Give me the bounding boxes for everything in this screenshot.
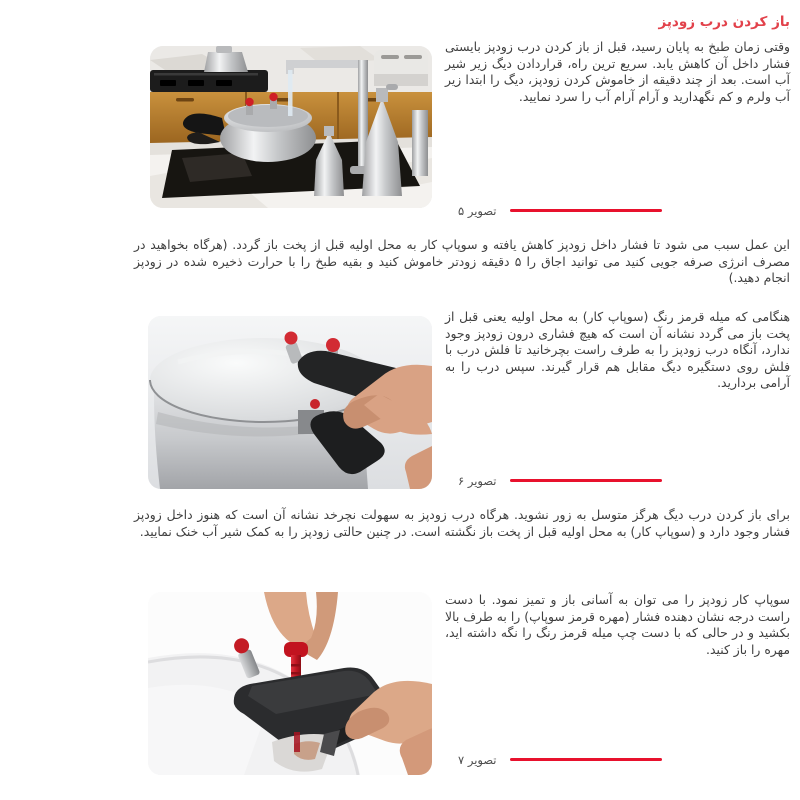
- paragraph-never-force: برای باز کردن درب دیگ هرگز متوسل به زور نشوید. هرگاه درب زودپز به سهولت نچرخد نشانه آن است که هنوز داخل زودپز فشار وجود دارد و (سوپاپ کار) به محل اولیه قبل از پخت باز نگشته است. در چنین حالتی زودپز را به کمک شیر آب خنک نمایید.: [134, 507, 790, 539]
- figure-5-caption: [458, 202, 662, 219]
- gas-stove: [150, 70, 268, 92]
- water-stream: [288, 70, 293, 116]
- figure-7-label: تصویر ۷: [458, 752, 497, 767]
- paragraph-clean-valve: سوپاپ کار زودپز را می توان به آسانی باز و تمیز نمود. با دست راست درجه نشان دهنده فشار (مهره قرمز سوپاپ) را به طرف بالا بکشید و در حالی که با دست چپ میله قرمز رنگ را نگه داشته اید، مهره را باز کنید.: [445, 592, 790, 657]
- red-indicator-ball: [285, 332, 298, 345]
- figure-6-label: تصویر ۶: [458, 473, 497, 488]
- paragraph-pressure-release: این عمل سبب می شود تا فشار داخل زودپز کاهش یافته و سوپاپ کار به محل اولیه قبل از پخت باز گردد. (هرگاه بخواهید در مصرف انرژی صرفه جویی کنید می توانید اجاق را ۵ دقیقه زودتر خاموش کنید و بقیه طبخ را با حرارت ذخیره شده در زودپز انجام دهید.): [134, 237, 790, 285]
- red-valve-knob: [269, 93, 277, 101]
- red-valve-knob: [245, 98, 253, 106]
- reflected-stem: [294, 732, 300, 752]
- figure-6-caption: [458, 472, 662, 489]
- figure-7-caption: [458, 751, 662, 768]
- side-sprayer: [412, 110, 428, 176]
- caption-rule: [510, 479, 662, 482]
- toaster: [374, 50, 428, 86]
- figure-7-photo-pulling-indicator: [148, 592, 432, 775]
- caption-rule: [510, 209, 662, 212]
- figure-6-photo-hand-on-lid-handle: [148, 316, 432, 489]
- valve-cleaning-photo: [148, 592, 432, 775]
- paragraph-opening-lid: هنگامی که میله قرمز رنگ (سوپاپ کار) به محل اولیه یعنی قبل از پخت باز می گردد نشانه آن است که هیچ فشاری درون زودپز وجود ندارد، آنگاه درب زودپز را به طرف راست بچرخانید تا فلش درب با فلش روی دستگیره دیگ مقابل هم قرار گیرند. سپس درب را به آرامی بردارید.: [445, 309, 790, 390]
- caption-rule: [510, 758, 662, 761]
- figure-5-photo-pressure-cooker-under-tap: [150, 46, 432, 208]
- lid-handle-photo: [148, 316, 432, 489]
- paragraph-cooling-instructions: وقتی زمان طبخ به پایان رسید، قبل از باز کردن درب زودپز بایستی فشار داخل آن کاهش یابد. سریع ترین راه، قراردادن دیگ زیر شیر آب است. بعد از چند دقیقه از خاموش کردن زودپز، دیگ را ابتدا زیر آب ولرم و کم نگهدارید و آرام آرام آب را سرد نمایید.: [445, 39, 790, 104]
- page-title: باز کردن درب زودپز: [658, 14, 790, 30]
- red-dot: [310, 399, 320, 409]
- red-nut: [284, 642, 308, 657]
- kitchen-sink-photo: [150, 46, 432, 208]
- red-valve-ball: [326, 338, 340, 352]
- figure-5-label: تصویر ۵: [458, 203, 497, 218]
